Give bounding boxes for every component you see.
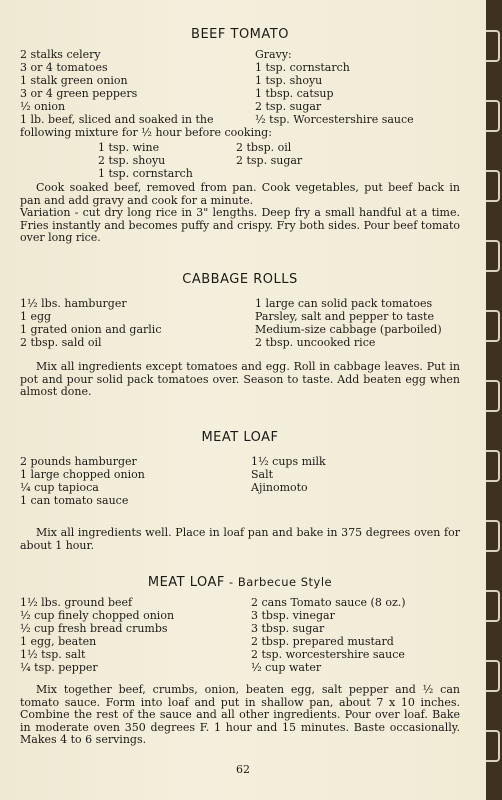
ingredient: 1 stalk green onion	[20, 74, 128, 87]
ingredient: 2 tbsp. uncooked rice	[255, 336, 376, 349]
index-tab[interactable]	[486, 520, 500, 552]
recipe-beef-tomato	[20, 27, 460, 245]
recipe-meat-loaf	[20, 430, 460, 552]
ingredient: 1 large can solid pack tomatoes	[255, 297, 433, 310]
ingredient: 1 tbsp. catsup	[255, 87, 334, 100]
recipe-title: BEEF TOMATO	[191, 27, 289, 42]
marinade-item: 1 tsp. wine	[98, 141, 160, 154]
index-tab[interactable]	[486, 240, 500, 272]
recipe-title: MEAT LOAF - Barbecue Style	[147, 575, 333, 590]
ingredient: 1½ lbs. hamburger	[20, 297, 127, 310]
ingredient: 2 stalks celery	[20, 48, 101, 61]
ingredients	[20, 297, 460, 353]
index-tab[interactable]	[486, 590, 500, 622]
ingredient: Salt	[251, 468, 274, 481]
ingredients	[20, 455, 460, 511]
index-tab[interactable]	[486, 660, 500, 692]
directions: Cook soaked beef, removed from pan. Cook vegetables, put beef back in pan and add gravy and cook for a minute.	[20, 181, 460, 207]
marinade-item: 1 tsp. cornstarch	[98, 167, 193, 180]
ingredient: 1 egg, beaten	[20, 635, 97, 648]
ingredient: 1 egg	[20, 310, 52, 323]
index-tab[interactable]	[486, 380, 500, 412]
ingredient: 3 or 4 green peppers	[20, 87, 138, 100]
recipe-title: CABBAGE ROLLS	[182, 272, 298, 287]
ingredient: Medium-size cabbage (parboiled)	[255, 323, 442, 336]
ingredient: 2 pounds hamburger	[20, 455, 137, 468]
ingredient: 2 tbsp. sald oil	[20, 336, 102, 349]
ingredient: Ajinomoto	[251, 481, 308, 494]
ingredient: 1 can tomato sauce	[20, 494, 129, 507]
ingredient: ¼ tsp. pepper	[20, 661, 98, 674]
marinade-item: 2 tsp. shoyu	[98, 154, 166, 167]
ingredient: ½ cup fresh bread crumbs	[20, 622, 168, 635]
index-tab[interactable]	[486, 100, 500, 132]
ingredient: 3 or 4 tomatoes	[20, 61, 108, 74]
ingredient: 1½ cups milk	[251, 455, 326, 468]
ingredients	[20, 596, 460, 676]
index-tab[interactable]	[486, 450, 500, 482]
ingredients	[20, 48, 460, 180]
page-number: 62	[236, 763, 250, 776]
ingredient: 2 tsp. worcestershire sauce	[251, 648, 405, 661]
ingredient: 3 tbsp. sugar	[251, 622, 325, 635]
index-tab[interactable]	[486, 730, 500, 762]
ingredient: ½ tsp. Worcestershire sauce	[255, 113, 414, 126]
recipe-meat-loaf-barbecue	[20, 575, 460, 747]
index-tabs	[486, 0, 502, 800]
ingredient: 1 large chopped onion	[20, 468, 145, 481]
ingredient: ½ cup finely chopped onion	[20, 609, 175, 622]
index-tab[interactable]	[486, 310, 500, 342]
ingredient: 2 tsp. sugar	[255, 100, 322, 113]
ingredient: 3 tbsp. vinegar	[251, 609, 335, 622]
ingredient: 2 tbsp. prepared mustard	[251, 635, 394, 648]
ingredient: ½ cup water	[251, 661, 322, 674]
ingredient: 1 lb. beef, sliced and soaked in the	[20, 113, 214, 126]
ingredient: ½ onion	[20, 100, 66, 113]
ingredient: 1½ lbs. ground beef	[20, 596, 133, 609]
gravy-heading: Gravy:	[255, 48, 292, 61]
ingredient: 1 tsp. shoyu	[255, 74, 323, 87]
directions: Mix all ingredients well. Place in loaf pan and bake in 375 degrees oven for about 1 hour.	[20, 526, 460, 552]
index-tab[interactable]	[486, 30, 500, 62]
recipe-cabbage-rolls	[20, 272, 460, 399]
ingredient: 1½ tsp. salt	[20, 648, 86, 661]
directions: Mix together beef, crumbs, onion, beaten egg, salt pepper and ½ can tomato sauce. Form into loaf and put in shallow pan, about 7 x 10 inches. Combine the rest of the sauce and all other ingredients. Pour over loaf. Bake in moderate oven 350 degrees F. 1 hour and 15 minutes. Baste occasionally. Makes 4 to 6 servings.	[20, 683, 460, 746]
ingredient: following mixture for ½ hour before cooking:	[20, 126, 272, 139]
marinade-item: 2 tsp. sugar	[236, 154, 303, 167]
ingredient: 2 cans Tomato sauce (8 oz.)	[251, 596, 406, 609]
marinade-item: 2 tbsp. oil	[236, 141, 292, 154]
directions: Mix all ingredients except tomatoes and egg. Roll in cabbage leaves. Put in pot and pour solid pack tomatoes over. Season to taste. Add beaten egg when almost done.	[20, 360, 460, 398]
ingredient: Parsley, salt and pepper to taste	[255, 310, 434, 323]
ingredient: 1 tsp. cornstarch	[255, 61, 350, 74]
recipe-subtitle: - Barbecue Style	[224, 575, 333, 589]
recipe-title: MEAT LOAF	[201, 430, 279, 445]
ingredient: ¼ cup tapioca	[20, 481, 99, 494]
index-tab[interactable]	[486, 170, 500, 202]
ingredient: 1 grated onion and garlic	[20, 323, 162, 336]
variation: Variation - cut dry long rice in 3" lengths. Deep fry a small handful at a time. Fries instantly and becomes puffy and crispy. Fry both sides. Pour beef tomato over long rice.	[20, 206, 460, 244]
